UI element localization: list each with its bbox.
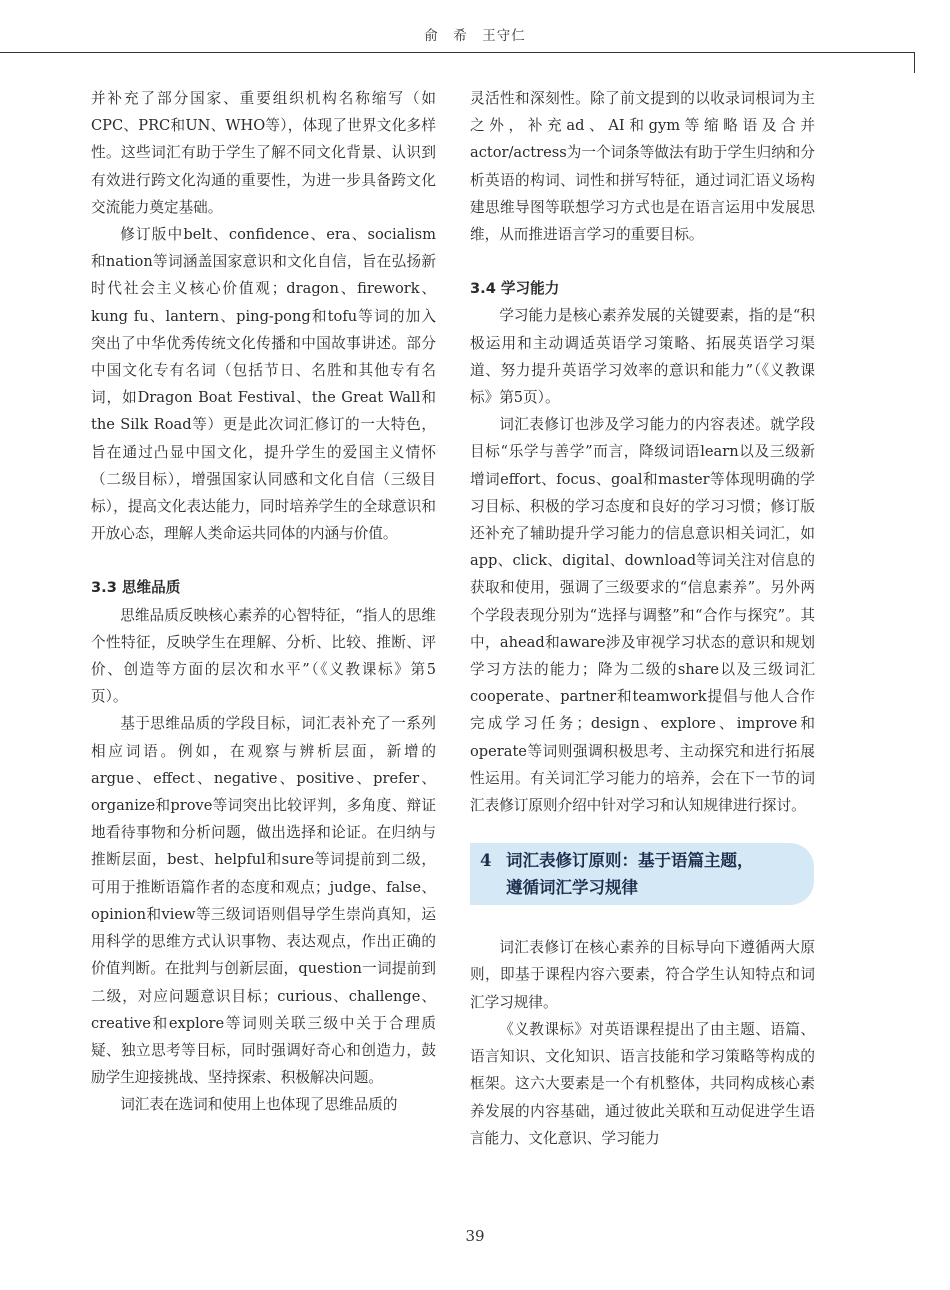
spacer — [470, 248, 815, 275]
paragraph: 思维品质反映核心素养的心智特征，“指人的思维个性特征，反映学生在理解、分析、比较、推断、评价、创造等方面的层次和水平”（《义教课标》第5页）。 — [91, 606, 436, 706]
section-title-line: 遵循词汇学习规律 — [506, 878, 638, 898]
heading-3-4: 3.4 学习能力 — [470, 280, 560, 298]
heading-3-3: 3.3 思维品质 — [91, 579, 181, 597]
section-title — [506, 847, 754, 901]
left-column — [91, 85, 436, 1119]
paragraph: 《义教课标》对英语课程提出了由主题、语篇、语言知识、文化知识、语言技能和学习策略等构成的框架。这六大要素是一个有机整体，共同构成核心素养发展的内容基础，通过彼此关联和互动促进学生语言能力、文化意识、学习能力 — [470, 1020, 815, 1147]
right-column — [470, 85, 815, 1152]
header-rule — [0, 52, 914, 53]
header-authors: 俞 希 王守仁 — [424, 28, 526, 44]
running-header — [0, 0, 950, 52]
paragraph: 学习能力是核心素养发展的关键要素，指的是“积极运用和主动调适英语学习策略、拓展英语学习渠道、努力提升英语学习效率的意识和能力”（《义教课标》第5页）。 — [470, 307, 815, 407]
paragraph: 词汇表在选词和使用上也体现了思维品质的 — [120, 1096, 398, 1114]
paragraph: 词汇表修订也涉及学习能力的内容表述。就学段目标“乐学与善学”而言，降级词语learn以及三级新增词effort、focus、goal和master等体现明确的学习目标、积极的学习态度和良好的学习习惯；修订版还补充了辅助提升学习能力的信息意识相关词汇，如app、click、digital、download等词关注对信息的获取和使用，强调了三级要求的“信息素养”。另外两个学段表现分别为“选择与调整”和“合作与探究”。其中，ahead和aware涉及审视学习状态的意识和规划学习方法的能力；降为二级的share以及三级词汇cooperate、partner和teamwork提倡与他人合作完成学习任务；design、explore、improve和operate等词则强调积极思考、主动探究和进行拓展性运用。有关词汇学习能力的培养，会在下一节的词汇表修订原则介绍中针对学习和认知规律进行探讨。 — [470, 416, 815, 815]
paragraph: 灵活性和深刻性。除了前文提到的以收录词根词为主之外，补充ad、AI和gym等缩略语及合并actor/actress为一个词条等做法有助于学生归纳和分析英语的构词、词性和拼写特征，通过词汇语义场构建思维导图等联想学习方式也是在语言运用中发展思维，从而推进语言学习的重要目标。 — [470, 90, 815, 244]
section-4-heading — [470, 843, 814, 905]
section-number: 4 — [480, 851, 492, 871]
header-edge-mark — [914, 52, 915, 73]
paragraph: 词汇表修订在核心素养的目标导向下遵循两大原则，即基于课程内容六要素，符合学生认知特点和词汇学习规律。 — [470, 939, 815, 1011]
paragraph: 修订版中belt、confidence、era、socialism和nation等词涵盖国家意识和文化自信，旨在弘扬新时代社会主义核心价值观；dragon、firework、kung fu、lantern、ping-pong和tofu等词的加入突出了中华优秀传统文化传播和中国故事讲述。部分中国文化专有名词（包括节日、名胜和其他专有名词，如Dragon Boat Festival、the Great Wall和the Silk Road等）更是此次词汇修订的一大特色，旨在通过凸显中国文化，提升学生的爱国主义情怀（二级目标），增强国家认同感和文化自信（三级目标），提高文化表达能力，同时培养学生的全球意识和开放心态，理解人类命运共同体的内涵与价值。 — [91, 226, 436, 543]
paragraph: 基于思维品质的学段目标，词汇表补充了一系列相应词语。例如，在观察与辨析层面，新增的argue、effect、negative、positive、prefer、organize和prove等词突出比较评判，多角度、辩证地看待事物和分析问题，做出选择和论证。在归纳与推断层面，best、helpful和sure等词提前到二级，可用于推断语篇作者的态度和观点；judge、false、opinion和view等三级词语则倡导学生崇尚真知，运用科学的思维方式认识事物、表达观点，作出正确的价值判断。在批判与创新层面，question一词提前到二级，对应问题意识目标；curious、challenge、creative和explore等词则关联三级中关于合理质疑、独立思考等目标，同时强调好奇心和创造力，鼓励学生迎接挑战、坚持探索、积极解决问题。 — [91, 715, 436, 1087]
paragraph: 并补充了部分国家、重要组织机构名称缩写（如CPC、PRC和UN、WHO等），体现了世界文化多样性。这些词汇有助于学生了解不同文化背景、认识到有效进行跨文化沟通的重要性，为进一步具备跨文化交流能力奠定基础。 — [91, 90, 436, 216]
page-number: 39 — [465, 1227, 485, 1245]
spacer — [91, 547, 436, 574]
section-title-line: 词汇表修订原则：基于语篇主题， — [506, 851, 754, 871]
